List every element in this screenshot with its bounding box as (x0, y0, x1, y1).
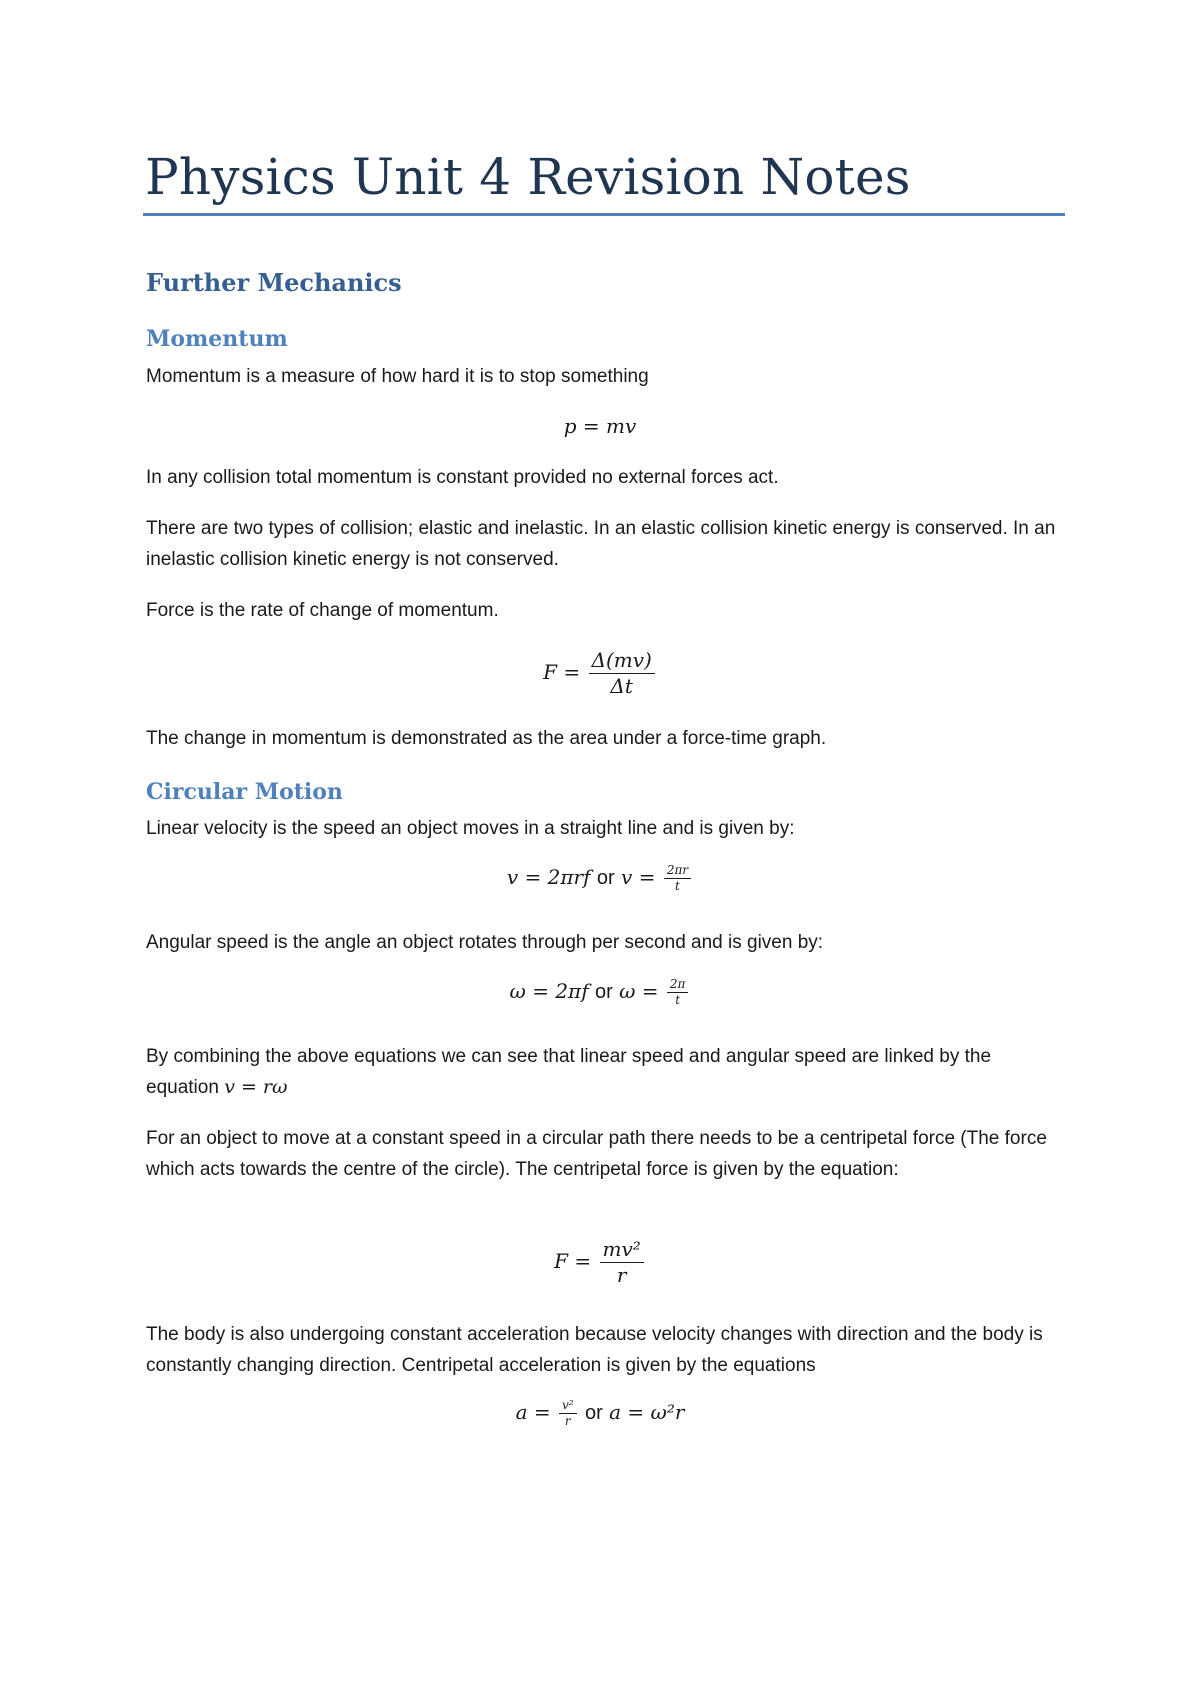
eq-v-a: v = 2πrf (506, 865, 591, 889)
eq-or-word: or (596, 867, 615, 889)
eq-a-b: a = ω²r (609, 1400, 685, 1424)
circular-acceleration-text: The body is also undergoing constant acceleration because velocity changes with direction and the body is constantly changing direction. Centripetal acceleration is given by the equations (146, 1324, 1043, 1376)
equation-centripetal-force (0, 1237, 1200, 1288)
eq-w-b-lhs: ω = (619, 979, 659, 1003)
circular-combine-text: By combining the above equations we can see that linear speed and angular speed are linked by the equation (146, 1046, 992, 1098)
circular-centripetal-text: For an object to move at a constant speed in a circular path there needs to be a centripetal force (The force which acts towards the centre of the circle). The centripetal force is given by the equation: (146, 1128, 1047, 1180)
eq-force-fraction (589, 648, 655, 699)
eq-f-fraction (600, 1237, 644, 1288)
equation-centripetal-acceleration (0, 1398, 1200, 1429)
circular-angular-intro: Angular speed is the angle an object rotates through per second and is given by: (146, 932, 824, 953)
circular-linear-intro: Linear velocity is the speed an object moves in a straight line and is given by: (146, 818, 795, 839)
equation-linear-velocity (0, 863, 1200, 894)
eq-a-denominator: r (564, 1414, 571, 1428)
eq-v-b-denominator: t (675, 879, 680, 893)
eq-w-b-numerator: 2π (667, 977, 689, 993)
eq-w-b-denominator: t (675, 993, 681, 1007)
momentum-collision-types: There are two types of collision; elastic and inelastic. In an elastic collision kinetic energy is conserved. In an inelastic collision kinetic energy is not conserved. (146, 518, 1056, 570)
subheading-circular-motion: Circular Motion (146, 779, 343, 805)
eq-or-word: or (584, 1402, 603, 1424)
page-title: Physics Unit 4 Revision Notes (145, 148, 911, 206)
eq-w-b-fraction (667, 977, 689, 1008)
section-heading-further-mechanics: Further Mechanics (146, 268, 402, 297)
momentum-collision-total: In any collision total momentum is constant provided no external forces act. (146, 467, 779, 488)
title-underline (143, 213, 1065, 216)
circular-combine-paragraph (146, 1041, 1066, 1103)
momentum-area-note: The change in momentum is demonstrated as the area under a force-time graph. (146, 728, 827, 749)
eq-w-a: ω = 2πf (509, 979, 589, 1003)
momentum-intro: Momentum is a measure of how hard it is to stop something (146, 366, 649, 387)
eq-v-b-lhs: v = (621, 865, 656, 889)
eq-v-b-numerator: 2πr (664, 863, 691, 879)
equation-momentum: p = mv (563, 414, 637, 438)
eq-v-b-fraction (664, 863, 691, 894)
eq-a-numerator: v² (559, 1398, 577, 1414)
eq-a-fraction (559, 1398, 577, 1429)
eq-force-lhs: F = (543, 660, 581, 684)
eq-f-denominator: r (616, 1263, 627, 1287)
momentum-force-rate: Force is the rate of change of momentum. (146, 600, 499, 621)
circular-combine-equation: v = rω (224, 1076, 288, 1098)
equation-force-momentum (0, 648, 1200, 699)
eq-f-numerator: mv² (600, 1237, 644, 1263)
equation-angular-speed (0, 977, 1200, 1008)
eq-force-numerator: Δ(mv) (589, 648, 655, 674)
eq-or-word: or (594, 981, 613, 1003)
subheading-momentum: Momentum (146, 326, 288, 352)
eq-force-denominator: Δt (610, 674, 633, 698)
eq-a-lhs: a = (515, 1400, 551, 1424)
eq-f-lhs: F = (554, 1249, 592, 1273)
